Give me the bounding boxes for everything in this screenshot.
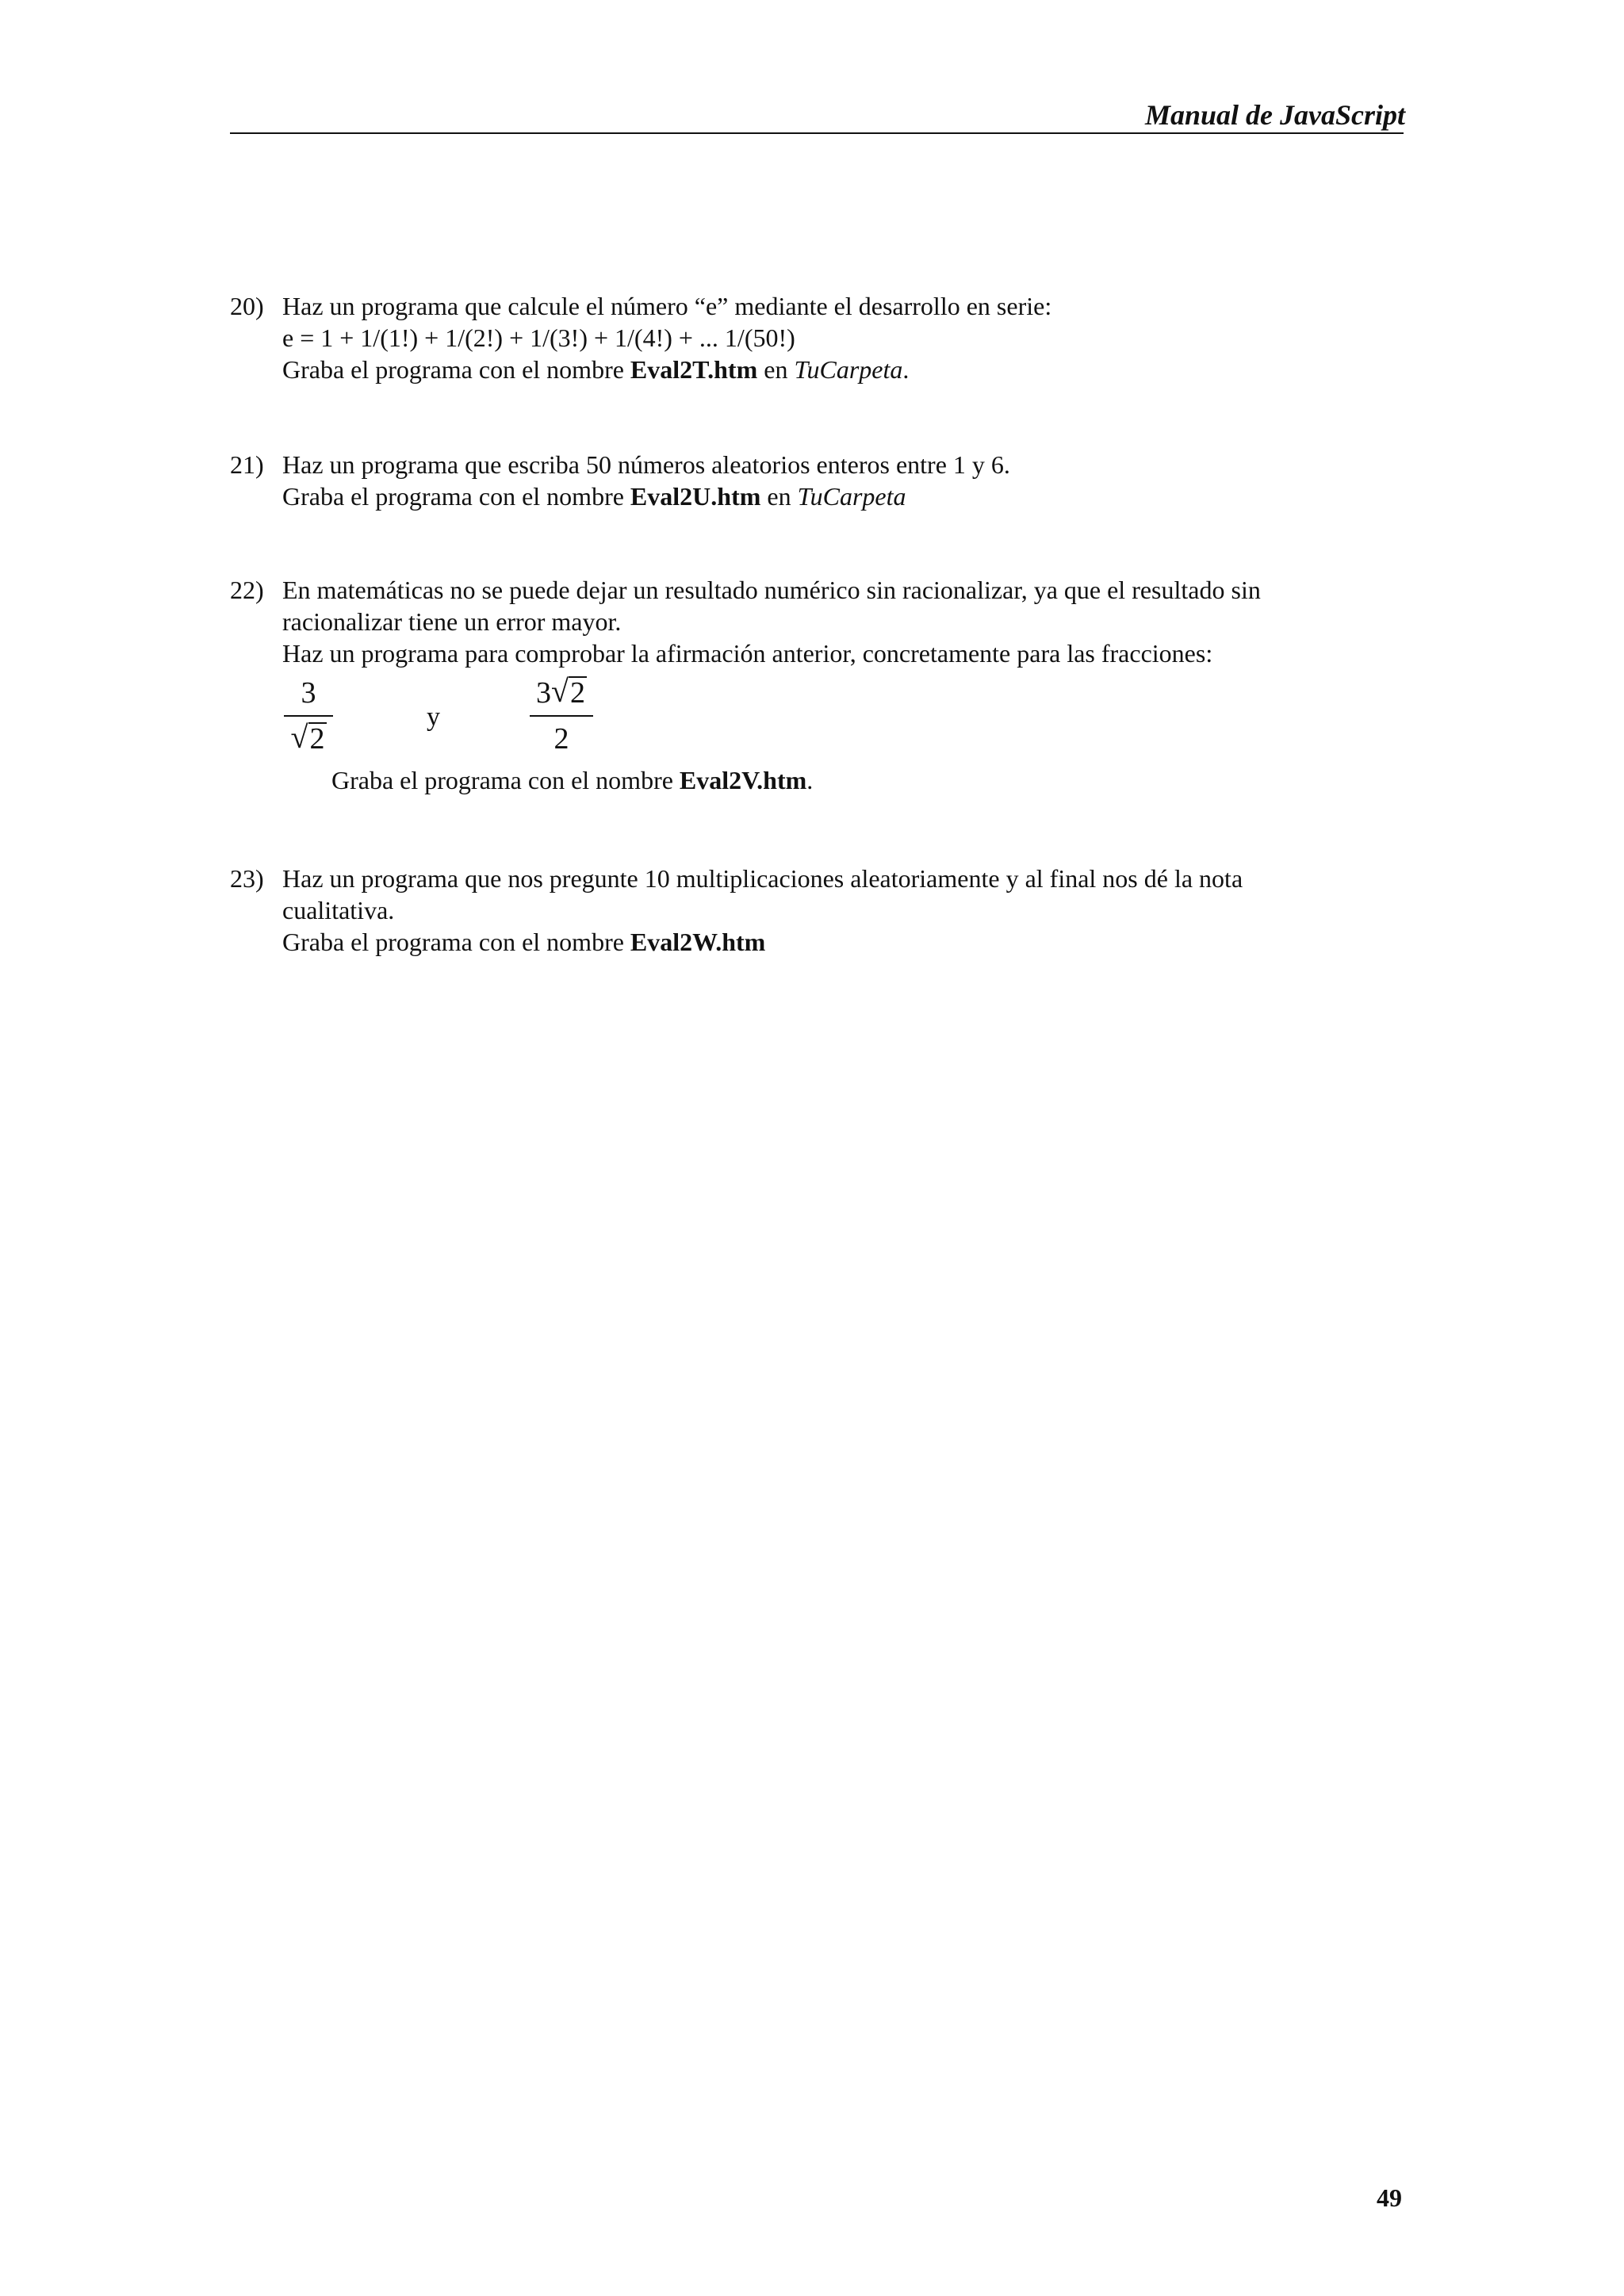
exercise-21 — [230, 449, 1356, 512]
save-instruction — [282, 926, 1356, 958]
exercise-number: 20) — [230, 292, 264, 320]
folder-name: TuCarpeta — [797, 482, 906, 511]
filename: Eval2V.htm — [679, 766, 807, 794]
fraction-denominator — [284, 721, 333, 756]
square-root — [291, 721, 327, 756]
fraction-3sqrt2-over-2 — [530, 675, 593, 756]
exercise-23 — [230, 863, 1356, 958]
exercise-text-line: Haz un programa para comprobar la afirmación anterior, concretamente para las fracciones: — [282, 639, 1213, 668]
exercise-22 — [230, 574, 1356, 669]
save-mid: en — [760, 482, 798, 511]
exercise-text-line: cualitativa. — [282, 896, 395, 924]
filename: Eval2T.htm — [630, 355, 758, 384]
radicand: 2 — [309, 722, 325, 756]
fraction-bar — [530, 715, 593, 717]
save-suffix: . — [806, 766, 814, 794]
radical-sign: √ — [290, 719, 308, 755]
save-prefix: Graba el programa con el nombre — [282, 482, 630, 511]
save-prefix: Graba el programa con el nombre — [282, 355, 630, 384]
fraction-numerator: 3 — [301, 676, 316, 710]
exercise-text-line: racionalizar tiene un error mayor. — [282, 607, 622, 636]
coefficient: 3 — [536, 676, 551, 710]
series-formula: e = 1 + 1/(1!) + 1/(2!) + 1/(3!) + 1/(4!) + ... 1/(50!) — [282, 323, 795, 352]
save-instruction — [331, 764, 813, 796]
save-suffix: . — [902, 355, 910, 384]
header-rule — [230, 132, 1404, 134]
fractions-figure — [284, 675, 601, 771]
fraction-3-over-sqrt2 — [284, 675, 333, 756]
folder-name: TuCarpeta — [794, 355, 903, 384]
fraction-bar — [284, 715, 333, 717]
exercise-text-line: Haz un programa que nos pregunte 10 multiplicaciones aleatoriamente y al final nos dé la nota — [282, 864, 1243, 893]
fraction-numerator — [530, 675, 593, 710]
exercise-number: 22) — [230, 576, 264, 604]
exercise-number: 21) — [230, 450, 264, 479]
filename: Eval2W.htm — [630, 928, 766, 956]
exercise-text-line: Haz un programa que escriba 50 números aleatorios enteros entre 1 y 6. — [282, 450, 1010, 479]
save-instruction — [282, 354, 1356, 385]
exercise-number: 23) — [230, 864, 264, 893]
square-root — [551, 675, 587, 710]
running-header-title: Manual de JavaScript — [1144, 99, 1405, 131]
exercise-text-line: Haz un programa que calcule el número “e” mediante el desarrollo en serie: — [282, 292, 1052, 320]
save-instruction — [282, 480, 1356, 512]
save-prefix: Graba el programa con el nombre — [331, 766, 680, 794]
filename: Eval2U.htm — [630, 482, 761, 511]
conjunction: y — [427, 702, 440, 732]
exercise-text-line: En matemáticas no se puede dejar un resultado numérico sin racionalizar, ya que el resultado sin — [282, 576, 1261, 604]
save-prefix: Graba el programa con el nombre — [282, 928, 630, 956]
radical-sign: √ — [551, 673, 569, 709]
exercise-20 — [230, 290, 1356, 385]
fraction-denominator: 2 — [553, 722, 569, 756]
save-mid: en — [757, 355, 795, 384]
page-number: 49 — [1377, 2183, 1402, 2212]
radicand: 2 — [570, 676, 585, 710]
